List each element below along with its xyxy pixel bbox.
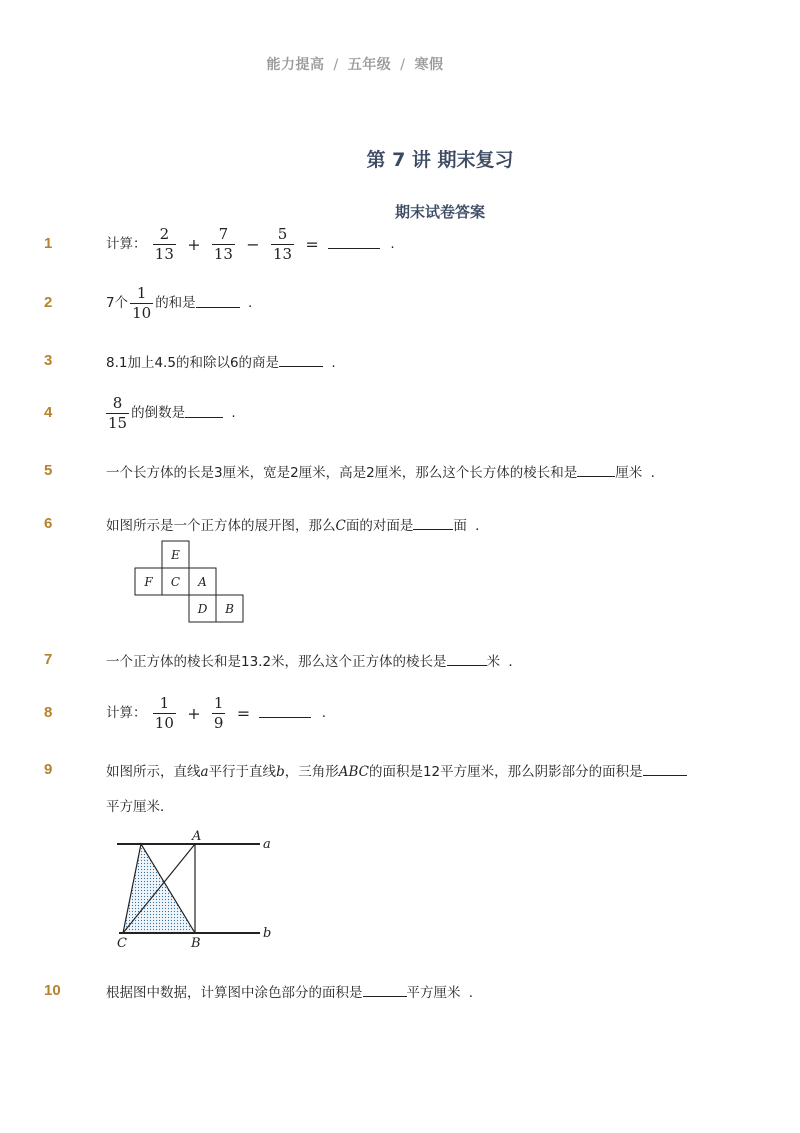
- cube-net-figure: [133, 540, 247, 626]
- question-1: [106, 227, 395, 262]
- label-a: a: [263, 837, 271, 852]
- section-title: 期末试卷答案: [394, 203, 485, 221]
- question-7: [106, 653, 513, 670]
- question-number: 2: [44, 294, 53, 311]
- q10-text: 根据图中数据，计算图中涂色部分的面积是: [106, 985, 363, 1001]
- face-label: D: [197, 602, 208, 616]
- period: .: [331, 355, 336, 371]
- fraction: $\frac{7}{13}$: [213, 225, 233, 263]
- lecture-title: 第 7 讲 期末复习: [366, 149, 514, 171]
- q9-var: b: [276, 764, 285, 780]
- q2-text: 的和是: [155, 294, 196, 311]
- fraction: $\frac{8}{15}$: [108, 394, 128, 432]
- q4-text: 的倒数是: [131, 404, 186, 421]
- q5-text: 一个长方体的长是3厘米，宽是2厘米，高是2厘米，那么这个长方体的棱长和是: [106, 465, 578, 481]
- q10-unit: 平方厘米: [406, 985, 461, 1001]
- q9-var: a: [200, 764, 209, 780]
- question-number: 3: [44, 352, 53, 369]
- operator: −: [246, 234, 260, 254]
- operator: =: [305, 234, 319, 254]
- answer-blank: [196, 295, 240, 308]
- q9-line2: 平方厘米．: [106, 799, 174, 815]
- operator: +: [187, 703, 201, 723]
- period: .: [650, 465, 655, 481]
- face-label: C: [170, 575, 181, 589]
- answer-blank: [279, 354, 323, 367]
- q6-text: 如图所示是一个正方体的展开图，那么: [106, 518, 336, 534]
- answer-blank: [259, 705, 311, 718]
- header-separator: /: [400, 57, 406, 73]
- period: .: [468, 985, 474, 1001]
- question-number: 1: [44, 235, 53, 252]
- q6-var: C: [335, 518, 346, 534]
- question-8: [106, 696, 326, 731]
- label-B: B: [191, 936, 201, 951]
- q7-text: 一个正方体的棱长和是13.2米，那么这个正方体的棱长是: [106, 654, 447, 670]
- label-C: C: [117, 936, 127, 951]
- question-9: [106, 763, 687, 780]
- q1-prefix: 计算：: [106, 235, 147, 252]
- period: .: [390, 235, 395, 252]
- period: .: [508, 654, 513, 670]
- answer-blank: [577, 464, 615, 477]
- fraction: $\frac{2}{13}$: [154, 225, 174, 263]
- label-A: A: [192, 829, 202, 844]
- question-number: 8: [44, 704, 53, 721]
- face-label: A: [198, 575, 207, 589]
- fraction: $\frac{1}{9}$: [213, 694, 224, 732]
- answer-blank: [185, 405, 223, 418]
- q5-unit: 厘米: [615, 465, 643, 481]
- q9-text: 如图所示，直线: [106, 764, 201, 780]
- question-number: 6: [44, 515, 53, 532]
- answer-blank: [447, 653, 487, 666]
- fraction: $\frac{1}{10}$: [132, 284, 152, 322]
- period: .: [231, 404, 236, 421]
- q9-var: ABC: [338, 764, 369, 780]
- fraction: $\frac{5}{13}$: [272, 225, 293, 263]
- operator: =: [236, 703, 251, 723]
- q9-text: ，三角形: [284, 764, 339, 780]
- question-number: 10: [44, 982, 61, 999]
- question-6: [106, 517, 479, 534]
- q6-text: 面: [453, 518, 467, 534]
- q8-prefix: 计算：: [106, 704, 147, 721]
- answer-blank: [363, 984, 407, 997]
- question-2: [106, 286, 252, 321]
- q9-text: 的面积是12平方厘米，那么阴影部分的面积是: [368, 764, 643, 780]
- header-category: 能力提高: [266, 57, 325, 73]
- question-number: 4: [44, 404, 53, 421]
- header-term: 寒假: [414, 57, 444, 73]
- face-label: B: [225, 602, 234, 616]
- header-separator: /: [333, 57, 339, 73]
- question-5: [106, 464, 655, 481]
- label-b: b: [263, 926, 272, 941]
- period: .: [475, 518, 480, 534]
- question-number: 9: [44, 761, 53, 778]
- q9-text: 平行于直线: [208, 764, 277, 780]
- q7-unit: 米: [486, 654, 501, 670]
- q3-text: 8.1加上4.5的和除以6的商是: [106, 355, 280, 371]
- page-header: [0, 54, 710, 74]
- face-label: F: [144, 575, 153, 589]
- parallel-lines-figure: [110, 823, 280, 951]
- header-grade: 五年级: [347, 57, 392, 73]
- question-10: [106, 984, 473, 1001]
- question-number: 7: [44, 651, 53, 668]
- answer-blank: [643, 763, 687, 776]
- period: .: [247, 294, 253, 311]
- q2-text: 7个: [106, 294, 129, 311]
- face-label: E: [171, 548, 180, 562]
- answer-blank: [413, 517, 453, 530]
- fraction: $\frac{1}{10}$: [154, 694, 174, 732]
- question-3: [106, 354, 336, 371]
- question-4: [106, 396, 236, 431]
- q6-text: 面的对面是: [345, 518, 414, 534]
- period: .: [321, 704, 327, 721]
- question-number: 5: [44, 462, 53, 479]
- answer-blank: [328, 236, 380, 249]
- operator: +: [187, 234, 201, 254]
